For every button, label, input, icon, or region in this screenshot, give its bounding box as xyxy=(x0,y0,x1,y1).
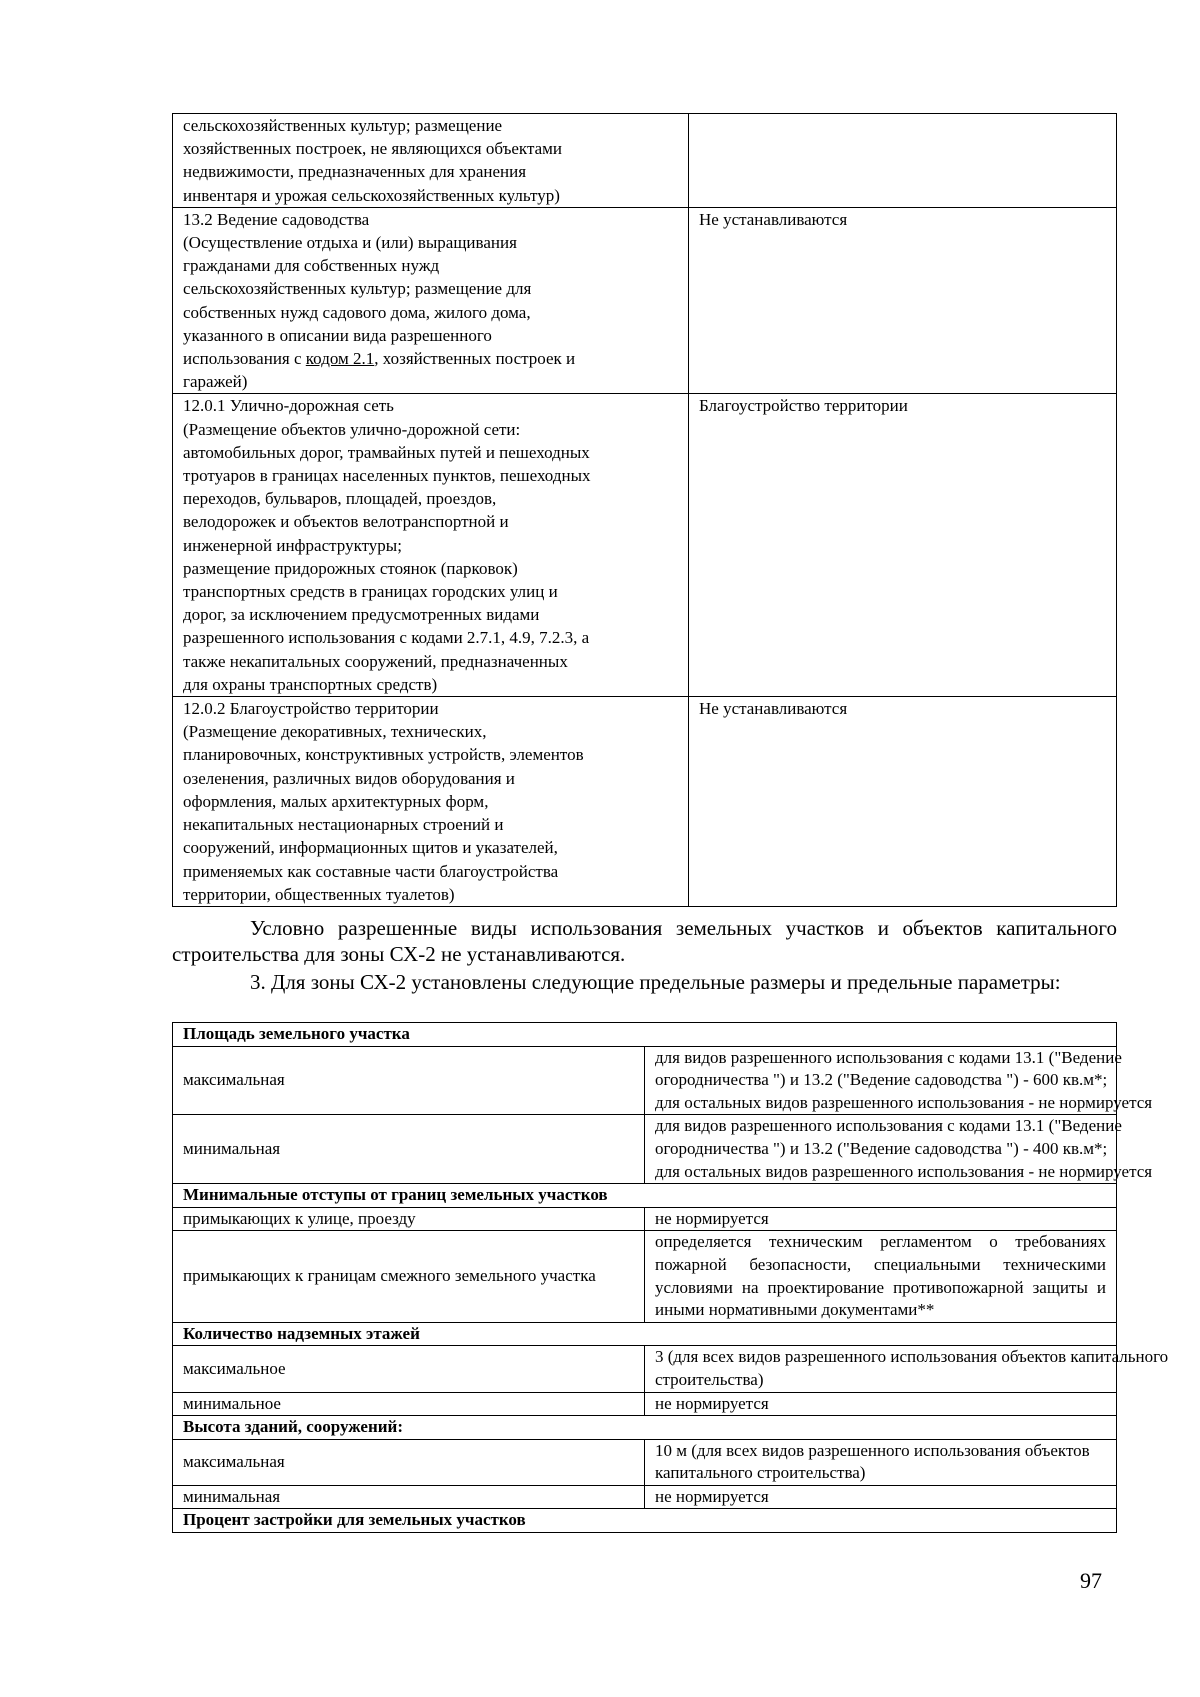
parameter-label: максимальное xyxy=(173,1346,645,1392)
parameter-value xyxy=(645,1346,1169,1392)
parameter-value xyxy=(645,1046,1153,1115)
uses-table-row xyxy=(173,394,1117,697)
cell-text-line: не нормируется xyxy=(655,1393,769,1413)
limits-intro-paragraph: 3. Для зоны СХ-2 установлены следующие предельные размеры и предельные параметры: xyxy=(250,970,1061,994)
parameter-value xyxy=(645,1439,1117,1485)
parameter-group-title: Минимальные отступы от границ земельных участков xyxy=(173,1184,1117,1208)
cell-text-line: не нормируется xyxy=(655,1208,769,1228)
parameter-value xyxy=(645,1485,1117,1509)
parameter-row xyxy=(173,1439,1117,1485)
parameter-label: минимальное xyxy=(173,1392,645,1416)
page-number: 97 xyxy=(1080,1568,1102,1593)
parameter-group-header-row xyxy=(173,1023,1117,1047)
parameter-label: примыкающих к улице, проезду xyxy=(173,1207,645,1231)
cell-text-line: сельскохозяйственных культур; размещение xyxy=(183,116,503,135)
cell-text-line: указанного в описании вида разрешенного xyxy=(183,325,492,345)
cell-text-line: транспортных средств в границах городских улиц и xyxy=(183,582,558,602)
cell-text-line: инвентаря и урожая сельскохозяйственных культур) xyxy=(183,185,560,205)
parameter-value xyxy=(645,1207,1117,1231)
parameter-group-title: Количество надземных этажей xyxy=(173,1322,1117,1346)
land-use-description-cell xyxy=(173,394,689,697)
cell-text-line: переходов, бульваров, площадей, проездов, xyxy=(183,489,497,509)
cell-text-line: размещение придорожных стоянок (парковок) xyxy=(183,558,518,578)
cell-text-line: также некапитальных сооружений, предназначенных xyxy=(183,651,568,671)
cell-text-line: (Размещение декоративных, технических, xyxy=(183,722,487,742)
parameter-group-header-row xyxy=(173,1322,1117,1346)
cell-text-line: для охраны транспортных средств) xyxy=(183,674,438,694)
cell-text-line: 10 м (для всех видов разрешенного использования объектов xyxy=(655,1440,1090,1460)
conditional-uses-paragraph: Условно разрешенные виды использования земельных участков и объектов капитального строительства для зоны СХ-2 не устанавливаются. xyxy=(172,916,1117,966)
parameter-label: максимальная xyxy=(173,1046,645,1115)
cell-text-line: недвижимости, предназначенных для хранения xyxy=(183,162,527,182)
cell-text-line: собственных нужд садового дома, жилого дома, xyxy=(183,302,531,322)
cell-text-line: сооружений, информационных щитов и указателей, xyxy=(183,838,558,858)
parameter-value: определяется техническим регламентом о требованиях пожарной безопасности, специальными техническими условиями на проектирование противопожарной защиты и иными нормативными документами** xyxy=(645,1231,1117,1322)
cell-text-line: не нормируется xyxy=(655,1486,769,1506)
parameter-group-title: Площадь земельного участка xyxy=(173,1023,1117,1047)
cell-text-line: огородничества ") и 13.2 ("Ведение садоводства ") - 600 кв.м*; xyxy=(655,1070,1108,1090)
parameter-label: примыкающих к границам смежного земельного участка xyxy=(173,1231,645,1322)
cell-text-line: огородничества ") и 13.2 ("Ведение садоводства ") - 400 кв.м*; xyxy=(655,1138,1108,1158)
uses-table-row xyxy=(173,207,1117,394)
cell-text-line: (Размещение объектов улично-дорожной сети: xyxy=(183,419,521,439)
land-use-parameter-cell xyxy=(689,697,1117,907)
cell-text-line: 12.0.1 Улично-дорожная сеть xyxy=(183,396,394,416)
parameter-group-title: Процент застройки для земельных участков xyxy=(173,1509,1117,1533)
cell-text-line: разрешенного использования с кодами 2.7.1, 4.9, 7.2.3, а xyxy=(183,628,590,648)
cell-text-line: гражданами для собственных нужд xyxy=(183,256,440,276)
cell-text-line: гаражей) xyxy=(183,372,248,392)
limit-parameters-table xyxy=(172,1022,1169,1533)
parameter-label: максимальная xyxy=(173,1439,645,1485)
cell-text-line: Не устанавливаются xyxy=(699,699,848,719)
cell-text-line: велодорожек и объектов велотранспортной и xyxy=(183,512,509,532)
cell-text-line: некапитальных нестационарных строений и xyxy=(183,815,504,835)
land-use-parameter-cell xyxy=(689,394,1117,697)
cell-text-line: сельскохозяйственных культур; размещение для xyxy=(183,279,532,299)
parameter-value xyxy=(645,1392,1117,1416)
cell-text-line: строительства) xyxy=(655,1369,764,1389)
land-use-description-cell xyxy=(173,207,689,394)
cell-text-line: для видов разрешенного использования с кодами 13.1 ("Ведение xyxy=(655,1047,1122,1067)
cell-text-line: инженерной инфраструктуры; xyxy=(183,535,402,555)
cell-text-line: капитального строительства) xyxy=(655,1463,866,1483)
parameter-row xyxy=(173,1392,1117,1416)
cell-text-line: автомобильных дорог, трамвайных путей и пешеходных xyxy=(183,442,590,462)
cell-text-line: использования с кодом 2.1, хозяйственных построек и xyxy=(183,349,576,369)
parameter-label: минимальная xyxy=(173,1485,645,1509)
land-use-parameter-cell xyxy=(689,207,1117,394)
cell-text-line: оформления, малых архитектурных форм, xyxy=(183,791,489,811)
cell-text-line: для остальных видов разрешенного использования - не нормируется xyxy=(655,1161,1153,1181)
cell-text-line: Благоустройство территории xyxy=(699,396,908,416)
parameter-row xyxy=(173,1207,1117,1231)
land-use-description-cell xyxy=(173,114,689,208)
parameter-group-header-row xyxy=(173,1509,1117,1533)
parameter-label: минимальная xyxy=(173,1115,645,1184)
cell-text-line: для видов разрешенного использования с кодами 13.1 ("Ведение xyxy=(655,1116,1122,1136)
cell-text-line: для остальных видов разрешенного использования - не нормируется xyxy=(655,1092,1153,1112)
parameter-group-header-row xyxy=(173,1184,1117,1208)
cell-text-line: 3 (для всех видов разрешенного использования объектов капитального xyxy=(655,1347,1169,1367)
land-use-parameter-cell xyxy=(689,114,1117,208)
cell-text-line: 12.0.2 Благоустройство территории xyxy=(183,699,439,719)
uses-table-row xyxy=(173,697,1117,907)
parameter-group-header-row xyxy=(173,1416,1117,1440)
parameter-row xyxy=(173,1046,1117,1115)
parameter-group-title: Высота зданий, сооружений: xyxy=(173,1416,1117,1440)
land-use-description-cell xyxy=(173,697,689,907)
cell-text-line: тротуаров в границах населенных пунктов, пешеходных xyxy=(183,466,591,486)
cell-text-line: планировочных, конструктивных устройств, элементов xyxy=(183,745,584,765)
cell-text-line: озеленения, различных видов оборудования и xyxy=(183,768,515,788)
uses-table-row xyxy=(173,114,1117,208)
parameter-value xyxy=(645,1115,1153,1184)
parameter-row xyxy=(173,1485,1117,1509)
parameter-row xyxy=(173,1115,1117,1184)
cell-text-line: хозяйственных построек, не являющихся объектами xyxy=(183,139,562,159)
cell-text-line: Не устанавливаются xyxy=(699,209,848,229)
cell-text-line: применяемых как составные части благоустройства xyxy=(183,861,559,881)
cell-text-line: территории, общественных туалетов) xyxy=(183,884,455,904)
cell-text-line: дорог, за исключением предусмотренных видами xyxy=(183,605,540,625)
cell-text-line: 13.2 Ведение садоводства xyxy=(183,209,370,229)
parameter-row xyxy=(173,1346,1117,1392)
cell-text-line: (Осуществление отдыха и (или) выращивания xyxy=(183,233,517,253)
permitted-uses-table xyxy=(172,113,1117,907)
parameter-row xyxy=(173,1231,1117,1322)
